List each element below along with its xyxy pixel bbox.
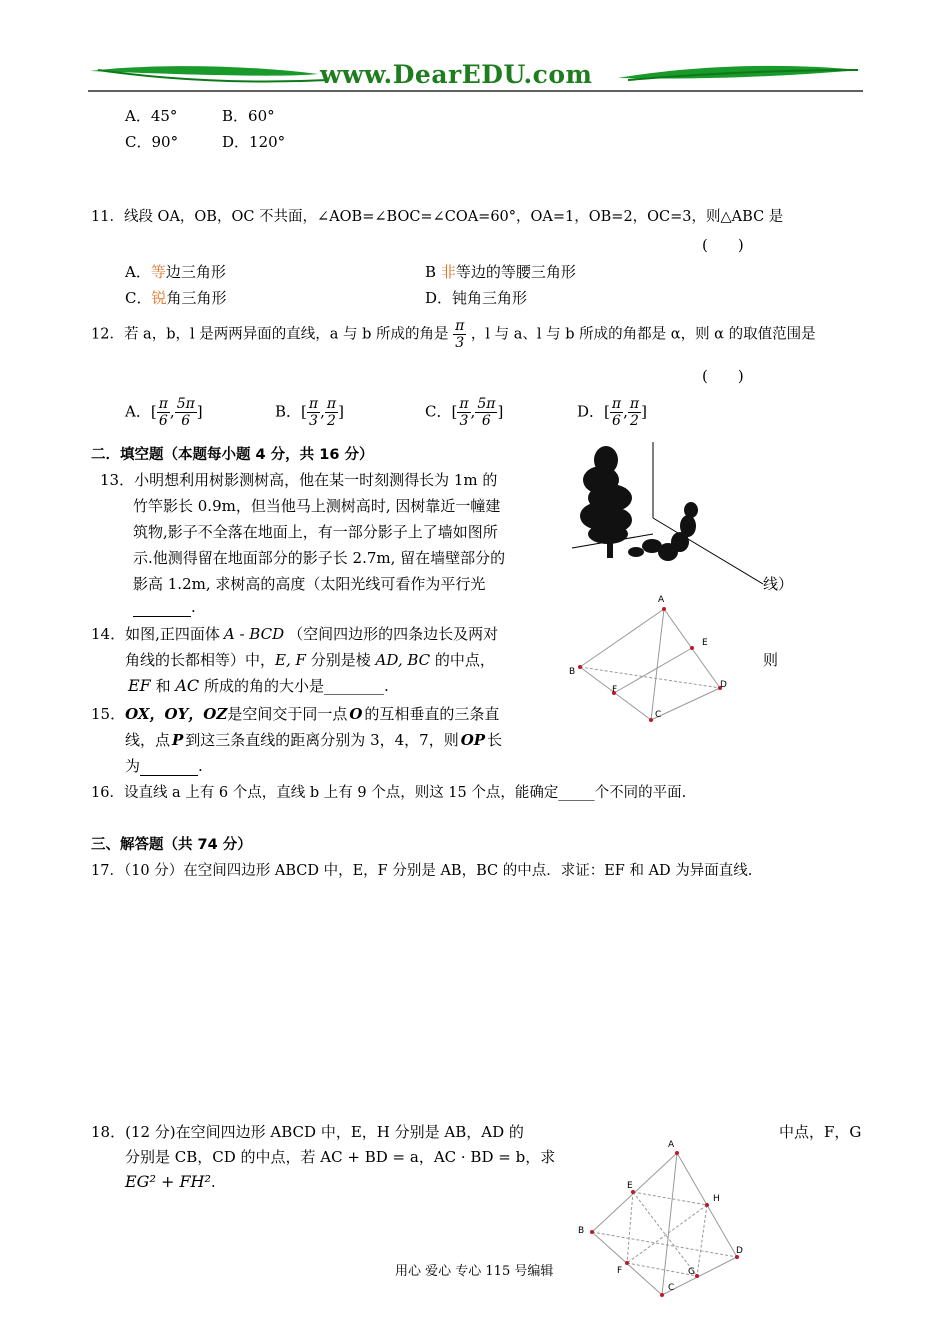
- q11-a-text: 边三角形: [165, 263, 226, 281]
- tet2-label-d: D: [736, 1246, 743, 1256]
- tet1-label-a: A: [658, 595, 665, 605]
- q18-line1: 18．(12 分)在空间四边形 ABCD 中，E，H 分别是 AB，AD 的: [91, 1123, 524, 1141]
- q15-l1a: 15．: [91, 705, 126, 723]
- q12-frac-den: 3: [455, 335, 465, 351]
- tet2-label-a: A: [668, 1140, 675, 1150]
- site-logo: www.DearEDU.com: [320, 60, 593, 89]
- q13-period: .: [191, 598, 196, 616]
- tet2-label-g: G: [688, 1267, 695, 1277]
- q11-b-highlight: 非: [440, 263, 456, 281]
- q18-line1-tail: 中点，F，G: [779, 1123, 862, 1141]
- q14-line3: [128, 675, 389, 696]
- q12-d-d2: 2: [630, 413, 639, 429]
- q18-line3: [125, 1172, 216, 1191]
- tet2-point-b: [590, 1230, 594, 1234]
- q15-op: OP: [460, 731, 486, 749]
- tet1-point-e: [690, 646, 694, 650]
- q12-paren: ( ): [702, 367, 744, 385]
- q18-expression: EG² + FH²: [125, 1172, 211, 1191]
- q11-option-a: [125, 261, 226, 282]
- q12-option-a: A．[ $\frac{\pi}{6}$ , $\frac{5\pi}{6}$ ]: [125, 396, 203, 429]
- tet2-point-h: [705, 1203, 709, 1207]
- q12-a-label: A．: [125, 402, 151, 421]
- q14-l3a: 和: [155, 677, 171, 695]
- q12-b-n2: π: [326, 396, 337, 412]
- header-banner: [88, 58, 863, 98]
- q14-line2: [125, 649, 495, 670]
- q13-line4: 示.他测得留在地面部分的影子长 2.7m, 留在墙壁部分的: [133, 549, 506, 567]
- q12-stem: [91, 318, 816, 351]
- tet2-label-e: E: [627, 1181, 633, 1191]
- q12-d-label: D．: [577, 402, 605, 421]
- q18-period: .: [210, 1173, 216, 1191]
- q14-l2b: 分别是棱: [310, 651, 371, 669]
- q15-o: O: [349, 705, 363, 723]
- q11-b-label: B: [425, 263, 441, 281]
- tet2-label-h: H: [713, 1194, 720, 1204]
- q11-b-text: 等边的等腰三角形: [455, 263, 576, 281]
- tet2-point-f: [625, 1261, 629, 1265]
- section2-title: 二．填空题（本题每小题 4 分，共 16 分）: [91, 447, 374, 463]
- q12-a-frac1: [157, 396, 170, 429]
- q12-d-n2: π: [629, 396, 640, 412]
- tet2-label-f: F: [617, 1266, 623, 1276]
- q15-line1: [91, 703, 499, 724]
- q12-stem-post: ，l 与 a、l 与 b 所成的角都是 α，则 α 的取值范围是: [470, 326, 816, 343]
- q11-stem: 11．线段 OA，OB，OC 不共面，∠AOB=∠BOC=∠COA=60°，OA=1，OB=2，OC=3，则△ABC 是: [91, 209, 784, 225]
- q11-option-d: D．钝角三角形: [425, 289, 528, 307]
- q14-tetrahedron: A - BCD: [223, 625, 285, 643]
- q14-line1: [91, 623, 498, 644]
- q15-answer-blank: [140, 757, 198, 776]
- q12-a-d2: 6: [181, 413, 191, 429]
- q13-line5: 影高 1.2m, 求树高的高度（太阳光线可看作为平行光: [133, 575, 486, 593]
- q12-a-n2: 5π: [176, 396, 195, 412]
- tet2-point-g: [695, 1274, 699, 1278]
- tetrahedron-figure-2: [570, 1135, 755, 1305]
- q11-c-highlight: 锐: [151, 289, 167, 307]
- q12-c-n1: π: [459, 396, 469, 412]
- q14-l2c: 的中点，: [434, 651, 495, 669]
- q13-line5-tail: 线）: [763, 575, 794, 593]
- q15-p: P: [172, 731, 184, 749]
- q11-option-b: [425, 261, 576, 282]
- q13-answer-blank: [133, 598, 191, 617]
- tet2-label-c: C: [668, 1283, 675, 1293]
- q14-l2d: 则: [763, 651, 779, 669]
- q12-stem-pre: 12．若 a，b，l 是两两异面的直线，a 与 b 所成的角是: [91, 326, 449, 343]
- q12-c-frac2: [475, 396, 497, 429]
- q13-answer-line: [133, 598, 196, 617]
- q12-c-label: C．: [425, 402, 452, 421]
- q10-option-d: D．120°: [222, 133, 286, 151]
- q16-text: 16．设直线 a 上有 6 个点，直线 b 上有 9 个点，则这 15 个点，能确定_____个不同的平面.: [91, 785, 687, 801]
- q12-c-frac1: [457, 396, 470, 429]
- q15-l2a: 线，点: [125, 731, 171, 749]
- q10-option-b: B．60°: [222, 107, 275, 125]
- tet1-label-c: C: [655, 710, 662, 720]
- q11-a-label: A．: [125, 263, 151, 281]
- q10-option-a: A．45°: [125, 107, 178, 125]
- q10-option-c: C．90°: [125, 133, 179, 151]
- q15-l3a: 为: [125, 757, 141, 775]
- q14-l2a: 角线的长都相等）中，: [125, 651, 276, 669]
- q18-line2: 分别是 CB，CD 的中点，若 AC + BD = a，AC · BD = b，求: [125, 1148, 556, 1166]
- q15-line3: [125, 755, 203, 776]
- tree-shadow-figure: [568, 438, 768, 588]
- q12-c-d2: 6: [481, 413, 491, 429]
- q11-c-text: 角三角形: [166, 289, 227, 307]
- q12-d-frac2: [628, 396, 641, 429]
- q15-axes: OX，OY，OZ: [125, 705, 228, 723]
- tet2-label-b: B: [578, 1226, 585, 1236]
- q11-a-highlight: 等: [150, 263, 166, 281]
- q12-d-n1: π: [611, 396, 622, 412]
- q14-ef: E, F: [275, 651, 306, 669]
- q12-frac-num: π: [455, 318, 465, 334]
- q12-option-c: C．[ $\frac{\pi}{3}$ , $\frac{5\pi}{6}$ ]: [425, 396, 504, 429]
- q15-l1b: 是空间交于同一点: [227, 705, 348, 723]
- q15-l2c: 长: [487, 731, 503, 749]
- q13-line1: 13．小明想利用树影测树高，他在某一时刻测得长为 1m 的: [100, 471, 498, 489]
- tet2-point-a: [675, 1151, 679, 1155]
- q14-l1a: 14．如图,正四面体: [91, 625, 220, 643]
- tet1-point-b: [578, 665, 582, 669]
- q12-b-d1: 3: [309, 413, 318, 429]
- q11-c-label: C．: [125, 289, 152, 307]
- q12-b-label: B．: [275, 402, 302, 421]
- tet1-point-a: [662, 607, 666, 611]
- q14-ef2: EF: [128, 676, 151, 695]
- q14-adbc: AD, BC: [375, 651, 431, 669]
- q12-b-frac1: [307, 396, 320, 429]
- q14-l3b: 所成的角的大小是________.: [203, 677, 389, 695]
- tet2-point-c: [660, 1293, 664, 1297]
- q12-fraction: [453, 318, 466, 351]
- q13-line3: 筑物,影子不全落在地面上，有一部分影子上了墙如图所: [133, 523, 498, 541]
- q12-a-d1: 6: [158, 413, 168, 429]
- q15-line2: [125, 729, 502, 750]
- q12-b-n1: π: [308, 396, 319, 412]
- tet1-label-d: D: [720, 680, 727, 690]
- footer-text: 用心 爱心 专心 115 号编辑: [395, 1264, 554, 1279]
- q13-line2: 竹竿影长 0.9m，但当他马上测树高时, 因树靠近一幢建: [133, 497, 501, 515]
- q15-l2b: 到这三条直线的距离分别为 3，4，7，则: [185, 731, 459, 749]
- q12-c-d1: 3: [459, 413, 469, 429]
- q12-b-d2: 2: [327, 413, 336, 429]
- q12-option-b: B．[ $\frac{\pi}{3}$ , $\frac{\pi}{2}$ ]: [275, 396, 344, 429]
- q15-l1c: 的互相垂直的三条直: [364, 705, 500, 723]
- tet1-point-c: [649, 718, 653, 722]
- q12-a-frac2: [175, 396, 197, 429]
- q12-b-frac2: [325, 396, 338, 429]
- q15-l3b: .: [198, 757, 203, 775]
- q12-option-d: D．[ $\frac{\pi}{6}$ , $\frac{\pi}{2}$ ]: [577, 396, 647, 429]
- q17-text: 17．（10 分）在空间四边形 ABCD 中，E，F 分别是 AB，BC 的中点．求证：EF 和 AD 为异面直线.: [91, 863, 753, 879]
- q14-l1b: （空间四边形的四条边长及两对: [288, 625, 499, 643]
- q12-d-frac1: [610, 396, 623, 429]
- section3-title: 三、解答题（共 74 分）: [91, 837, 252, 853]
- q12-c-n2: 5π: [477, 396, 496, 412]
- q11-option-c: [125, 287, 227, 308]
- tet1-label-e: E: [702, 638, 708, 648]
- q12-d-d1: 6: [612, 413, 621, 429]
- tet1-label-f: F: [612, 685, 618, 695]
- q12-a-n1: π: [158, 396, 168, 412]
- q11-paren: ( ): [702, 236, 744, 254]
- q14-ac: AC: [175, 676, 200, 695]
- tet1-label-b: B: [569, 667, 576, 677]
- tetrahedron-figure-1: [562, 590, 762, 735]
